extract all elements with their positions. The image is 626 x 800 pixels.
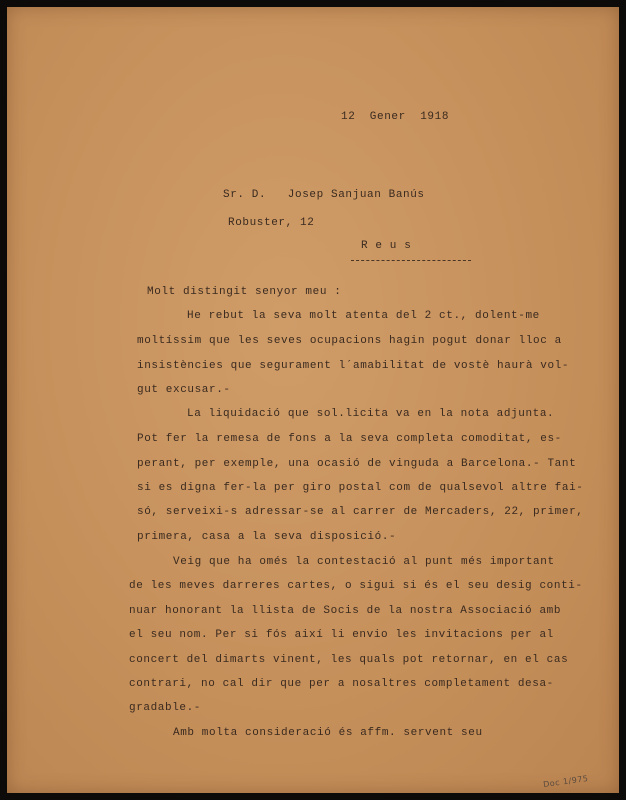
paragraph-line: si es digna fer-la per giro postal com de qualsevol altre fai-	[137, 482, 584, 494]
paragraph-line: de les meves darreres cartes, o sigui si és el seu desig conti-	[129, 580, 583, 592]
paragraph-line: nuar honorant la llista de Socis de la nostra Associació amb	[129, 605, 562, 617]
paragraph-line: primera, casa a la seva disposició.-	[137, 531, 397, 543]
paragraph-line: el seu nom. Per si fós així li envio les invitacions per al	[129, 629, 554, 641]
paragraph-line: La liquidació que sol.licita va en la nota adjunta.	[187, 408, 555, 420]
paragraph-line: gut excusar.-	[137, 384, 231, 396]
archive-stamp: Doc 1/975	[542, 773, 589, 790]
paragraph-line: He rebut la seva molt atenta del 2 ct., dolent-me	[187, 310, 540, 322]
salutation: Molt distingit senyor meu :	[147, 286, 342, 298]
closing: Amb molta consideració és affm. servent seu	[173, 727, 483, 739]
paragraph-line: Pot fer la remesa de fons a la seva completa comoditat, es-	[137, 433, 562, 445]
paragraph-line: contrari, no cal dir que per a nosaltres completament desa-	[129, 678, 554, 690]
paragraph-line: Veig que ha omés la contestació al punt més important	[173, 556, 555, 568]
paragraph-line: gradable.-	[129, 702, 202, 714]
paragraph-line: perant, per exemple, una ocasió de vinguda a Barcelona.- Tant	[137, 458, 577, 470]
paragraph-line: concert del dimarts vinent, les quals pot retornar, en el cas	[129, 654, 569, 666]
paragraph-line: moltíssim que les seves ocupacions hagin pogut donar lloc a	[137, 335, 562, 347]
recipient-city: R e u s	[361, 240, 412, 252]
letter-date: 12 Gener 1918	[341, 111, 450, 123]
recipient-street: Robuster, 12	[228, 217, 315, 229]
city-underline	[351, 260, 471, 261]
letter-page	[7, 7, 619, 793]
paragraph-line: insistències que segurament l´amabilitat de vostè haurà vol-	[137, 360, 570, 372]
paragraph-line: só, serveixi-s adressar-se al carrer de Mercaders, 22, primer,	[137, 506, 584, 518]
recipient-name: Sr. D. Josep Sanjuan Banús	[223, 189, 425, 201]
